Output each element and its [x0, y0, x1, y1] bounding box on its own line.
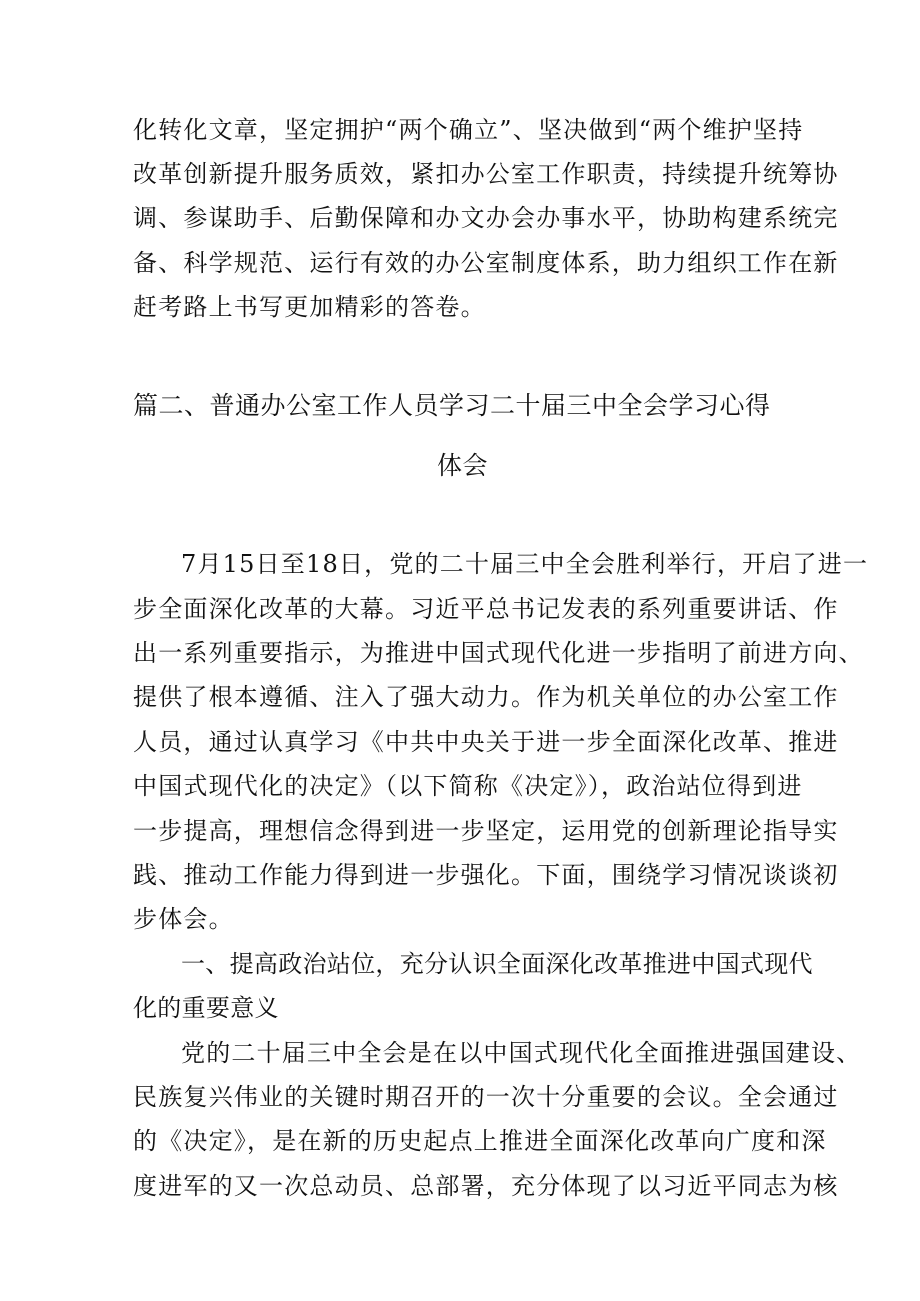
paragraph-1-line-2: 改革创新提升服务质效，紧扣办公室工作职责，持续提升统筹协 — [133, 160, 839, 188]
paragraph-2-line-6: 中国式现代化的决定》（以下简称《决定》），政治站位得到进 — [133, 772, 803, 800]
paragraph-2-line-5: 人员，通过认真学习《中共中央关于进一步全面深化改革、推进 — [133, 728, 839, 756]
subheading-line-1: 一、提高政治站位，充分认识全面深化改革推进中国式现代 — [181, 950, 813, 978]
paragraph-2-line-8: 践、推动工作能力得到进一步强化。下面，围绕学习情况谈谈初 — [133, 861, 839, 889]
paragraph-2-line-9: 步体会。 — [133, 905, 234, 933]
paragraph-3-line-1: 党的二十届三中全会是在以中国式现代化全面推进强国建设、 — [181, 1039, 862, 1067]
section-title-line-2: 体会 — [437, 451, 489, 480]
paragraph-2-line-1: 7月15日至18日，党的二十届三中全会胜利举行，开启了进一 — [181, 550, 869, 578]
paragraph-3-line-4: 度进军的又一次总动员、总部署，充分体现了以习近平同志为核 — [133, 1172, 839, 1200]
paragraph-1-line-1: 化转化文章，坚定拥护“两个确立”、坚决做到“两个维护坚持 — [133, 116, 804, 144]
paragraph-2-line-2: 步全面深化改革的大幕。习近平总书记发表的系列重要讲话、作 — [133, 595, 839, 623]
section-title-line-1: 篇二、普通办公室工作人员学习二十届三中全会学习心得 — [133, 391, 771, 420]
paragraph-1-line-5: 赶考路上书写更加精彩的答卷。 — [133, 293, 486, 321]
paragraph-2-line-7: 一步提高，理想信念得到进一步坚定，运用党的创新理论指导实 — [133, 817, 839, 845]
paragraph-1-line-3: 调、参谋助手、后勤保障和办文办会办事水平，协助构建系统完 — [133, 204, 839, 232]
paragraph-3-line-3: 的《决定》，是在新的历史起点上推进全面深化改革向广度和深 — [133, 1127, 827, 1155]
paragraph-2-line-4: 提供了根本遵循、注入了强大动力。作为机关单位的办公室工作 — [133, 683, 839, 711]
paragraph-2-line-3: 出一系列重要指示，为推进中国式现代化进一步指明了前进方向、 — [133, 639, 864, 667]
paragraph-3-line-2: 民族复兴伟业的关键时期召开的一次十分重要的会议。全会通过 — [133, 1083, 839, 1111]
paragraph-1-line-4: 备、科学规范、运行有效的办公室制度体系，助力组织工作在新 — [133, 249, 839, 277]
subheading-line-2: 化的重要意义 — [133, 994, 279, 1022]
